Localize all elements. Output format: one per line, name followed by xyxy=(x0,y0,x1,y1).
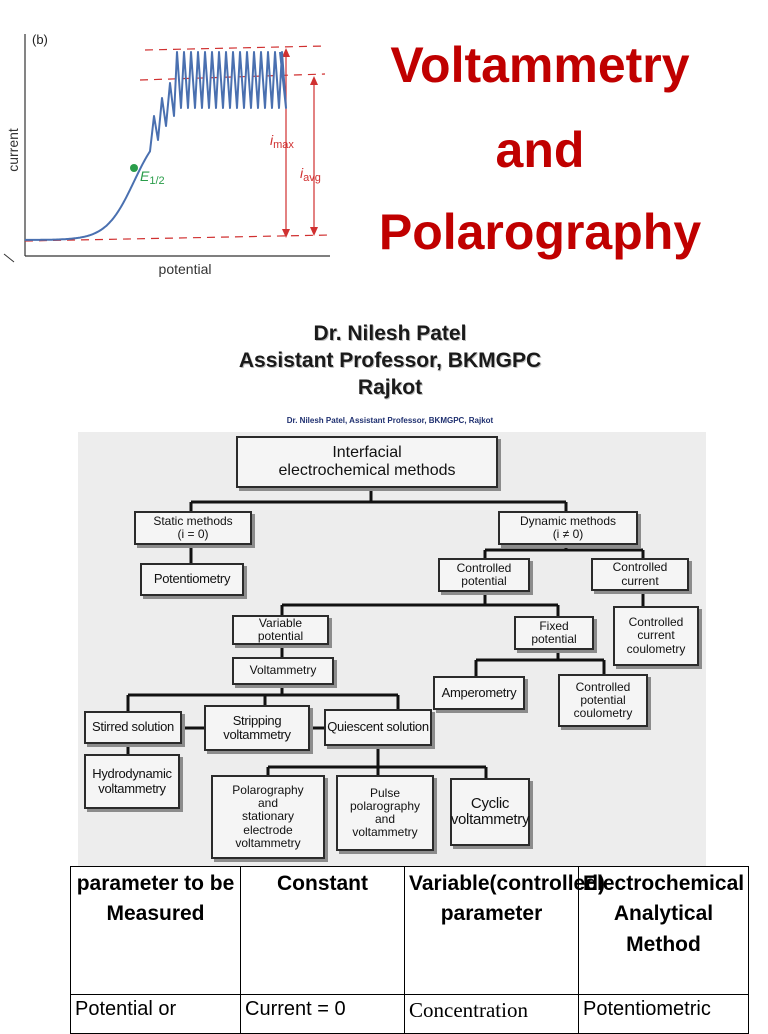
node-static-methods: Static methods (i = 0) xyxy=(134,511,252,545)
node-controlled-potential-coulometry: Controlled potential coulometry xyxy=(558,674,648,727)
table-cell: Concentration xyxy=(405,995,579,1034)
node-amperometry: Amperometry xyxy=(433,676,525,710)
node-controlled-current-coulometry: Controlled current coulometry xyxy=(613,606,699,666)
i-max-label: $i_{max}$ xyxy=(270,132,294,151)
table-header-row xyxy=(71,867,749,995)
node-hydrodynamic-voltammetry: Hydrodynamic voltammetry xyxy=(84,754,180,809)
method-table xyxy=(70,866,749,1034)
node-stirred-solution: Stirred solution xyxy=(84,711,182,744)
author-name: Dr. Nilesh Patel xyxy=(313,322,467,345)
title-line-3: Polarography xyxy=(378,204,702,260)
header-constant: Constant xyxy=(241,867,405,995)
node-fixed-potential: Fixed potential xyxy=(514,616,594,650)
node-controlled-potential: Controlled potential xyxy=(438,558,530,592)
axis-tick xyxy=(4,254,14,262)
table-row xyxy=(71,995,749,1034)
polarogram-curve xyxy=(25,52,286,240)
header-variable-parameter: Variable(controlled) parameter xyxy=(405,867,579,995)
panel-label: (b) xyxy=(32,32,48,47)
node-potentiometry: Potentiometry xyxy=(140,563,244,596)
node-pulse-polarography: Pulse polarography and voltammetry xyxy=(336,775,434,851)
i-avg-arrow xyxy=(310,76,318,236)
header-analytical-method: Electrochemical Analytical Method xyxy=(579,867,749,995)
title-line-2: and xyxy=(495,122,585,178)
title-line-1: Voltammetry xyxy=(390,37,690,93)
node-polarography-stationary: Polarography and stationary electrode voltammetry xyxy=(211,775,325,859)
x-axis-label: potential xyxy=(158,261,212,277)
table-cell: Potential or xyxy=(71,995,241,1034)
node-interfacial-methods: Interfacial electrochemical methods xyxy=(236,436,498,488)
y-axis-label: current xyxy=(5,128,21,172)
author-city: Rajkot xyxy=(357,376,423,399)
node-variable-potential: Variable potential xyxy=(232,615,329,645)
node-voltammetry: Voltammetry xyxy=(232,657,334,685)
author-position: Assistant Professor, BKMGPC xyxy=(238,349,542,372)
table-cell: Current = 0 xyxy=(241,995,405,1034)
max-guide-line xyxy=(145,46,325,50)
header-parameter-measured: parameter to be Measured xyxy=(71,867,241,995)
half-wave-marker xyxy=(130,164,138,172)
node-controlled-current: Controlled current xyxy=(591,558,689,591)
half-wave-label: $E_{1/2}$ xyxy=(140,168,165,187)
author-footer: Dr. Nilesh Patel, Assistant Professor, BKMGPC, Rajkot xyxy=(286,416,494,425)
node-stripping-voltammetry: Stripping voltammetry xyxy=(204,705,310,751)
polarogram-figure xyxy=(0,28,340,288)
methods-flowchart xyxy=(78,432,706,867)
table-cell: Potentiometric xyxy=(579,995,749,1034)
node-cyclic-voltammetry: Cyclic voltammetry xyxy=(450,778,530,846)
node-dynamic-methods: Dynamic methods (i ≠ 0) xyxy=(498,511,638,545)
node-quiescent-solution: Quiescent solution xyxy=(324,709,432,746)
i-avg-label: $i_{avg}$ xyxy=(300,165,321,184)
